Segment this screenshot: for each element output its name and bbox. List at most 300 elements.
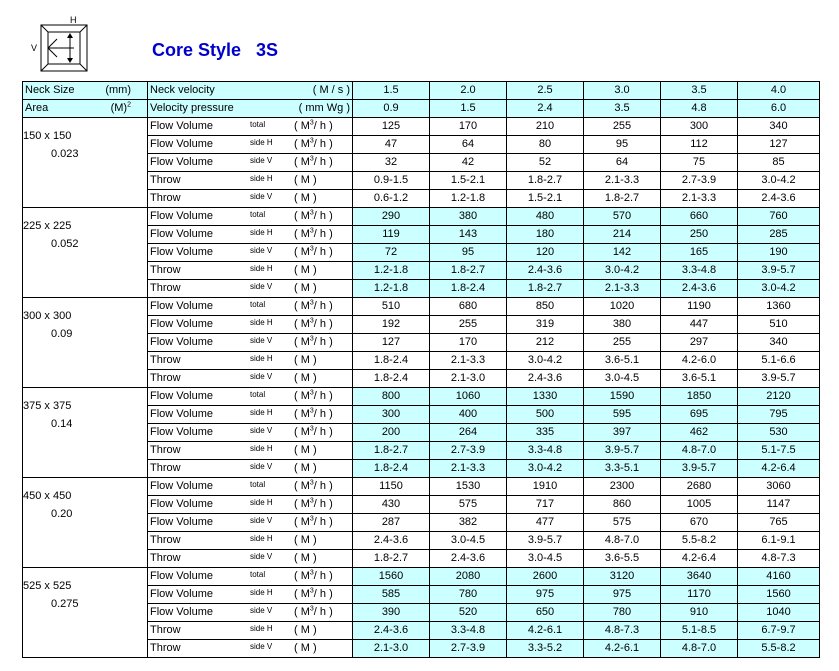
header-row-pressure: [23, 100, 820, 118]
table-cell: 795: [738, 406, 820, 424]
table-cell: 127: [738, 136, 820, 154]
table-cell: 5.5-8.2: [661, 532, 738, 550]
table-cell: 2.7-3.9: [661, 172, 738, 190]
row-label-name: Flow Volume: [150, 246, 213, 258]
row-label-cell: [148, 532, 353, 550]
row-label-cell: [148, 262, 353, 280]
row-label-unit: ( M ): [294, 282, 317, 294]
row-label-unit: ( $M^3/$ h ): [294, 137, 333, 150]
table-cell: 42: [430, 154, 507, 172]
row-label-name: Flow Volume: [150, 606, 213, 618]
table-cell: 85: [738, 154, 820, 172]
neck-size-cell: [23, 208, 148, 298]
table-cell: 800: [353, 388, 430, 406]
row-label-name: Flow Volume: [150, 210, 213, 222]
row-label-unit: ( $M^3/$ h ): [294, 407, 333, 420]
table-cell: 1.8-2.4: [430, 280, 507, 298]
table-cell: 660: [661, 208, 738, 226]
table-cell: 4.8-7.0: [661, 442, 738, 460]
velocity-value: 4.0: [738, 82, 820, 100]
row-label-side: side H: [250, 354, 273, 363]
table-cell: 3640: [661, 568, 738, 586]
row-label-unit: ( M ): [294, 354, 317, 366]
row-label-cell: [148, 478, 353, 496]
table-cell: 72: [353, 244, 430, 262]
table-cell: 142: [584, 244, 661, 262]
row-label-unit: ( M ): [294, 264, 317, 276]
table-cell: 6.7-9.7: [738, 622, 820, 640]
velocity-value: 3.5: [661, 82, 738, 100]
row-label-name: Throw: [150, 552, 181, 564]
row-label-cell: [148, 496, 353, 514]
row-label-cell: [148, 640, 353, 658]
table-cell: 95: [584, 136, 661, 154]
row-label-unit: ( $M^3/$ h ): [294, 119, 333, 132]
table-cell: 480: [507, 208, 584, 226]
table-cell: 297: [661, 334, 738, 352]
row-label-side: side V: [250, 156, 273, 165]
table-cell: 3.0-4.5: [430, 532, 507, 550]
table-cell: 3.0-4.2: [507, 352, 584, 370]
table-cell: 192: [353, 316, 430, 334]
table-cell: 570: [584, 208, 661, 226]
table-cell: 2080: [430, 568, 507, 586]
table-cell: 1.8-2.7: [584, 190, 661, 208]
table-cell: 510: [353, 298, 430, 316]
table-cell: 380: [584, 316, 661, 334]
row-label-name: Flow Volume: [150, 336, 213, 348]
row-label-name: Flow Volume: [150, 156, 213, 168]
table-cell: 120: [507, 244, 584, 262]
neck-size-dimensions: 450 x 450: [23, 490, 72, 502]
neck-area-value: 0.052: [51, 238, 79, 250]
table-cell: 4.8-7.0: [584, 532, 661, 550]
row-label-unit: ( $M^3/$ h ): [294, 497, 333, 510]
table-cell: 5.1-7.5: [738, 442, 820, 460]
row-label-cell: [148, 352, 353, 370]
table-cell: 860: [584, 496, 661, 514]
row-label-side: side H: [250, 138, 273, 147]
table-cell: 3.3-4.8: [661, 262, 738, 280]
row-label-unit: ( M ): [294, 372, 317, 384]
row-label-unit: ( M ): [294, 642, 317, 654]
table-cell: 300: [661, 118, 738, 136]
table-cell: 3.6-5.1: [661, 370, 738, 388]
table-cell: 4.8-7.3: [738, 550, 820, 568]
row-label-unit: ( M ): [294, 444, 317, 456]
row-label-unit: ( $M^3/$ h ): [294, 299, 333, 312]
table-cell: 2.4-3.6: [507, 262, 584, 280]
table-cell: 3.0-4.2: [738, 172, 820, 190]
velocity-value: 3.0: [584, 82, 661, 100]
table-cell: 3.0-4.5: [507, 550, 584, 568]
table-cell: 1.8-2.7: [507, 280, 584, 298]
row-label-side: side V: [250, 552, 273, 561]
row-label-name: Flow Volume: [150, 498, 213, 510]
table-cell: 6.1-9.1: [738, 532, 820, 550]
table-cell: 3.6-5.5: [584, 550, 661, 568]
table-cell: 1005: [661, 496, 738, 514]
row-label-side: side H: [250, 228, 273, 237]
table-cell: 3.9-5.7: [661, 460, 738, 478]
neck-size-cell: [23, 388, 148, 478]
row-label-side: side H: [250, 498, 273, 507]
table-cell: 80: [507, 136, 584, 154]
row-label-name: Flow Volume: [150, 570, 213, 582]
table-cell: 1147: [738, 496, 820, 514]
pressure-value: 3.5: [584, 100, 661, 118]
table-row: [23, 298, 820, 316]
table-cell: 200: [353, 424, 430, 442]
row-label-unit: ( $M^3/$ h ): [294, 587, 333, 600]
table-cell: 0.9-1.5: [353, 172, 430, 190]
table-cell: 1590: [584, 388, 661, 406]
row-label-side: side H: [250, 174, 273, 183]
table-row: [23, 118, 820, 136]
table-cell: 4160: [738, 568, 820, 586]
row-label-name: Throw: [150, 192, 181, 204]
table-cell: 3.0-4.2: [584, 262, 661, 280]
table-cell: 2120: [738, 388, 820, 406]
table-cell: 1.5-2.1: [507, 190, 584, 208]
table-cell: 2680: [661, 478, 738, 496]
table-cell: 382: [430, 514, 507, 532]
row-label-unit: ( $M^3/$ h ): [294, 605, 333, 618]
row-label-name: Flow Volume: [150, 300, 213, 312]
table-cell: 1190: [661, 298, 738, 316]
table-cell: 4.2-6.4: [661, 550, 738, 568]
table-cell: 190: [738, 244, 820, 262]
table-cell: 595: [584, 406, 661, 424]
row-label-name: Flow Volume: [150, 318, 213, 330]
table-cell: 250: [661, 226, 738, 244]
row-label-name: Throw: [150, 264, 181, 276]
row-label-name: Throw: [150, 372, 181, 384]
row-label-unit: ( M ): [294, 174, 317, 186]
row-label-cell: [148, 226, 353, 244]
row-label-name: Throw: [150, 462, 181, 474]
row-label-side: side V: [250, 516, 273, 525]
table-cell: 910: [661, 604, 738, 622]
table-cell: 0.6-1.2: [353, 190, 430, 208]
table-cell: 290: [353, 208, 430, 226]
row-label-side: side H: [250, 318, 273, 327]
table-cell: 1.8-2.7: [430, 262, 507, 280]
row-label-unit: ( M ): [294, 624, 317, 636]
row-label-side: side H: [250, 408, 273, 417]
row-label-name: Flow Volume: [150, 516, 213, 528]
table-cell: 2.1-3.0: [353, 640, 430, 658]
table-cell: 3.0-4.2: [507, 460, 584, 478]
row-label-cell: [148, 244, 353, 262]
row-label-cell: [148, 370, 353, 388]
table-cell: 3.3-5.2: [507, 640, 584, 658]
table-cell: 3.9-5.7: [584, 442, 661, 460]
table-cell: 2.4-3.6: [507, 370, 584, 388]
row-label-side: side H: [250, 444, 273, 453]
row-label-cell: [148, 136, 353, 154]
table-cell: 1910: [507, 478, 584, 496]
table-cell: 2.1-3.3: [430, 460, 507, 478]
table-cell: 447: [661, 316, 738, 334]
table-cell: 400: [430, 406, 507, 424]
row-label-side: side V: [250, 606, 273, 615]
table-cell: 975: [584, 586, 661, 604]
table-cell: 214: [584, 226, 661, 244]
table-cell: 520: [430, 604, 507, 622]
neck-area-value: 0.20: [51, 508, 73, 520]
row-label-cell: [148, 550, 353, 568]
core-style-spec-table: [22, 81, 820, 658]
row-label-name: Flow Volume: [150, 228, 213, 240]
table-cell: 4.2-6.0: [661, 352, 738, 370]
table-cell: 390: [353, 604, 430, 622]
table-cell: 717: [507, 496, 584, 514]
table-cell: 1.2-1.8: [353, 262, 430, 280]
table-cell: 1560: [738, 586, 820, 604]
logo-v-label: V: [31, 43, 38, 53]
row-label-cell: [148, 172, 353, 190]
row-label-cell: [148, 604, 353, 622]
table-cell: 1.8-2.7: [353, 550, 430, 568]
table-cell: 2.4-3.6: [661, 280, 738, 298]
row-label-side: side V: [250, 642, 273, 651]
row-label-side: side V: [250, 372, 273, 381]
logo-h-label: H: [70, 15, 77, 25]
table-cell: 3.9-5.7: [738, 262, 820, 280]
table-row: [23, 568, 820, 586]
velocity-pressure-header: Velocity pressure ( mm Wg ): [148, 100, 353, 118]
table-cell: 695: [661, 406, 738, 424]
table-cell: 112: [661, 136, 738, 154]
table-cell: 47: [353, 136, 430, 154]
row-label-name: Throw: [150, 534, 181, 546]
table-cell: 255: [584, 334, 661, 352]
table-cell: 2300: [584, 478, 661, 496]
table-cell: 210: [507, 118, 584, 136]
row-label-side: total: [250, 390, 266, 399]
neck-size-dimensions: 525 x 525: [23, 580, 72, 592]
row-label-cell: [148, 586, 353, 604]
row-label-name: Flow Volume: [150, 588, 213, 600]
table-cell: 319: [507, 316, 584, 334]
table-cell: 3.0-4.5: [584, 370, 661, 388]
table-cell: 4.2-6.4: [738, 460, 820, 478]
row-label-name: Flow Volume: [150, 390, 213, 402]
table-cell: 32: [353, 154, 430, 172]
row-label-unit: ( $M^3/$ h ): [294, 335, 333, 348]
row-label-cell: [148, 460, 353, 478]
neck-size-dimensions: 375 x 375: [23, 400, 72, 412]
neck-size-cell: [23, 118, 148, 208]
table-cell: 780: [430, 586, 507, 604]
velocity-value: 2.5: [507, 82, 584, 100]
row-label-side: total: [250, 120, 266, 129]
row-label-side: side V: [250, 192, 273, 201]
pressure-value: 0.9: [353, 100, 430, 118]
table-cell: 3.3-4.8: [507, 442, 584, 460]
table-cell: 5.1-6.6: [738, 352, 820, 370]
table-cell: 3.3-4.8: [430, 622, 507, 640]
row-label-side: side V: [250, 336, 273, 345]
row-label-cell: [148, 568, 353, 586]
table-cell: 64: [584, 154, 661, 172]
row-label-side: side H: [250, 264, 273, 273]
table-cell: 335: [507, 424, 584, 442]
row-label-unit: ( M ): [294, 534, 317, 546]
table-cell: 397: [584, 424, 661, 442]
table-cell: 1850: [661, 388, 738, 406]
row-label-cell: [148, 298, 353, 316]
table-cell: 1330: [507, 388, 584, 406]
table-cell: 180: [507, 226, 584, 244]
row-label-unit: ( M ): [294, 462, 317, 474]
table-cell: 585: [353, 586, 430, 604]
table-cell: 1.2-1.8: [353, 280, 430, 298]
table-cell: 3060: [738, 478, 820, 496]
table-cell: 2.7-3.9: [430, 442, 507, 460]
table-cell: 52: [507, 154, 584, 172]
table-cell: 2.4-3.6: [430, 550, 507, 568]
row-label-cell: [148, 622, 353, 640]
table-cell: 2.7-3.9: [430, 640, 507, 658]
table-cell: 170: [430, 334, 507, 352]
neck-area-value: 0.14: [51, 418, 73, 430]
header-row-velocity: [23, 82, 820, 100]
table-cell: 1.8-2.7: [353, 442, 430, 460]
row-label-unit: ( $M^3/$ h ): [294, 425, 333, 438]
table-cell: 3.3-5.1: [584, 460, 661, 478]
table-cell: 75: [661, 154, 738, 172]
neck-size-cell: [23, 478, 148, 568]
table-cell: 1170: [661, 586, 738, 604]
row-label-name: Throw: [150, 174, 181, 186]
table-cell: 3.9-5.7: [738, 370, 820, 388]
row-label-side: total: [250, 300, 266, 309]
row-label-name: Throw: [150, 642, 181, 654]
table-row: [23, 388, 820, 406]
table-cell: 2.4-3.6: [738, 190, 820, 208]
table-cell: 2.4-3.6: [353, 532, 430, 550]
table-cell: 430: [353, 496, 430, 514]
neck-area-value: 0.275: [51, 598, 79, 610]
row-label-side: side H: [250, 624, 273, 633]
page-title: Core Style 3S: [152, 40, 279, 60]
velocity-value: 2.0: [430, 82, 507, 100]
table-cell: 2.1-3.3: [584, 172, 661, 190]
table-cell: 1.8-2.7: [507, 172, 584, 190]
table-cell: 1.8-2.4: [353, 460, 430, 478]
row-label-unit: ( $M^3/$ h ): [294, 245, 333, 258]
table-cell: 462: [661, 424, 738, 442]
table-cell: 975: [507, 586, 584, 604]
row-label-cell: [148, 424, 353, 442]
table-cell: 1.8-2.4: [353, 352, 430, 370]
table-cell: 760: [738, 208, 820, 226]
table-row: [23, 478, 820, 496]
table-cell: 2.1-3.3: [661, 190, 738, 208]
table-cell: 680: [430, 298, 507, 316]
row-label-side: side V: [250, 426, 273, 435]
table-cell: 575: [430, 496, 507, 514]
table-cell: 165: [661, 244, 738, 262]
area-header: Area $(M)^2$: [23, 100, 148, 118]
row-label-cell: [148, 118, 353, 136]
table-cell: 1060: [430, 388, 507, 406]
table-cell: 4.2-6.1: [584, 640, 661, 658]
row-label-side: total: [250, 480, 266, 489]
neck-size-dimensions: 225 x 225: [23, 220, 72, 232]
row-label-cell: [148, 208, 353, 226]
row-label-cell: [148, 154, 353, 172]
row-label-cell: [148, 316, 353, 334]
neck-area-value: 0.023: [51, 148, 79, 160]
table-cell: 650: [507, 604, 584, 622]
row-label-side: side V: [250, 246, 273, 255]
table-cell: 1530: [430, 478, 507, 496]
row-label-unit: ( $M^3/$ h ): [294, 569, 333, 582]
table-cell: 575: [584, 514, 661, 532]
table-cell: 5.1-8.5: [661, 622, 738, 640]
table-cell: 1360: [738, 298, 820, 316]
row-label-unit: ( $M^3/$ h ): [294, 155, 333, 168]
table-cell: 64: [430, 136, 507, 154]
table-cell: 530: [738, 424, 820, 442]
core-style-diagram-icon: [30, 15, 98, 75]
table-cell: 3.9-5.7: [507, 532, 584, 550]
table-cell: 127: [353, 334, 430, 352]
neck-velocity-header: Neck velocity ( M / s ): [148, 82, 353, 100]
table-cell: 119: [353, 226, 430, 244]
table-cell: 1.2-1.8: [430, 190, 507, 208]
table-cell: 780: [584, 604, 661, 622]
table-cell: 255: [584, 118, 661, 136]
table-cell: 2600: [507, 568, 584, 586]
table-cell: 125: [353, 118, 430, 136]
pressure-value: 4.8: [661, 100, 738, 118]
row-label-name: Flow Volume: [150, 426, 213, 438]
table-cell: 1560: [353, 568, 430, 586]
table-cell: 2.4-3.6: [353, 622, 430, 640]
pressure-value: 1.5: [430, 100, 507, 118]
row-label-cell: [148, 388, 353, 406]
table-cell: 670: [661, 514, 738, 532]
table-cell: 264: [430, 424, 507, 442]
row-label-side: total: [250, 210, 266, 219]
table-cell: 4.8-7.3: [584, 622, 661, 640]
row-label-side: total: [250, 570, 266, 579]
row-label-name: Flow Volume: [150, 408, 213, 420]
row-label-name: Flow Volume: [150, 480, 213, 492]
neck-size-header: Neck Size (mm): [23, 82, 148, 100]
table-row: [23, 208, 820, 226]
table-cell: 340: [738, 118, 820, 136]
table-cell: 143: [430, 226, 507, 244]
neck-size-dimensions: 300 x 300: [23, 310, 72, 322]
table-cell: 477: [507, 514, 584, 532]
row-label-cell: [148, 406, 353, 424]
table-cell: 1.8-2.4: [353, 370, 430, 388]
row-label-name: Throw: [150, 282, 181, 294]
row-label-name: Throw: [150, 354, 181, 366]
row-label-unit: ( M ): [294, 552, 317, 564]
table-cell: 212: [507, 334, 584, 352]
table-cell: 3120: [584, 568, 661, 586]
row-label-name: Throw: [150, 624, 181, 636]
row-label-unit: ( $M^3/$ h ): [294, 479, 333, 492]
table-cell: 500: [507, 406, 584, 424]
table-cell: 510: [738, 316, 820, 334]
